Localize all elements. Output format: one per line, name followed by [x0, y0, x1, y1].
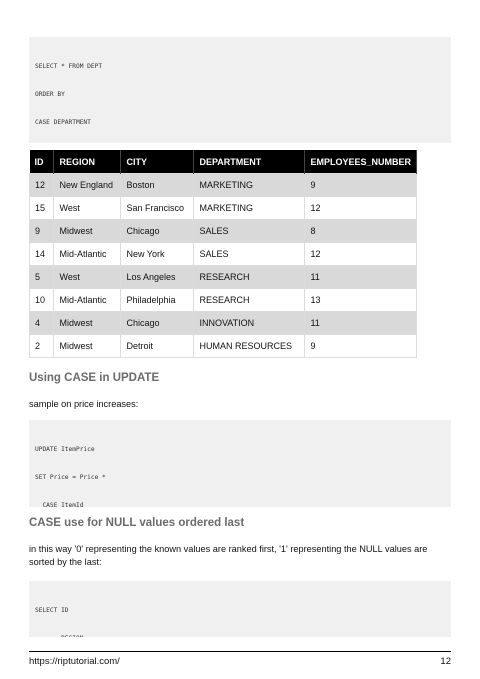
cell: MARKETING — [194, 197, 305, 220]
cell: Midwest — [54, 220, 121, 243]
heading-case-in-update: Using CASE in UPDATE — [29, 372, 160, 384]
cell: New York — [121, 243, 194, 266]
cell: HUMAN RESOURCES — [194, 335, 305, 358]
cell: Chicago — [121, 220, 194, 243]
cell: RESEARCH — [194, 289, 305, 312]
table-row — [30, 220, 417, 243]
table-header-row — [30, 150, 417, 174]
paragraph-null-explanation: in this way '0' representing the known values are ranked first, '1' representing the NULL values are sorted by the last: — [29, 544, 428, 567]
footer-divider — [29, 651, 451, 652]
table-row — [30, 266, 417, 289]
table-row — [30, 289, 417, 312]
cell: INNOVATION — [194, 312, 305, 335]
cell: RESEARCH — [194, 266, 305, 289]
cell: 14 — [30, 243, 54, 266]
cell: 4 — [30, 312, 54, 335]
cell: 5 — [30, 266, 54, 289]
header-region: REGION — [54, 150, 121, 174]
cell: 10 — [30, 289, 54, 312]
code-block-select-null — [29, 581, 451, 637]
cell: San Francisco — [121, 197, 194, 220]
code-line: SELECT * FROM DEPT — [35, 62, 103, 70]
cell: 11 — [305, 266, 417, 289]
cell: Philadelphia — [121, 289, 194, 312]
table-row — [30, 335, 417, 358]
results-table — [29, 150, 417, 358]
table-row — [30, 312, 417, 335]
cell: West — [54, 266, 121, 289]
cell: Mid-Atlantic — [54, 289, 121, 312]
code-line: SET Price = Price * — [35, 474, 106, 482]
heading-case-null-last: CASE use for NULL values ordered last — [29, 517, 245, 529]
cell: SALES — [194, 243, 305, 266]
cell: New England — [54, 174, 121, 197]
header-id: ID — [30, 150, 54, 174]
cell: Mid-Atlantic — [54, 243, 121, 266]
code-block-update — [29, 420, 451, 507]
cell: 12 — [305, 197, 417, 220]
header-department: DEPARTMENT — [194, 150, 305, 174]
cell: Los Angeles — [121, 266, 194, 289]
cell: 9 — [305, 174, 417, 197]
code-line: UPDATE ItemPrice — [35, 445, 95, 453]
table-row — [30, 197, 417, 220]
cell: 13 — [305, 289, 417, 312]
cell: 2 — [30, 335, 54, 358]
code-line — [35, 634, 445, 637]
code-line: CASE DEPARTMENT — [35, 119, 91, 127]
cell: 8 — [305, 220, 417, 243]
cell: Boston — [121, 174, 194, 197]
cell: Midwest — [54, 335, 121, 358]
cell: SALES — [194, 220, 305, 243]
header-employees-number: EMPLOYEES_NUMBER — [305, 150, 417, 174]
cell: 15 — [30, 197, 54, 220]
paragraph-price-increases: sample on price increases: — [29, 399, 139, 409]
cell: 9 — [30, 220, 54, 243]
code-line: ORDER BY — [35, 91, 65, 99]
cell: 11 — [305, 312, 417, 335]
cell: Detroit — [121, 335, 194, 358]
page-number: 12 — [440, 656, 451, 667]
table-row — [30, 243, 417, 266]
table-row — [30, 174, 417, 197]
cell: 9 — [305, 335, 417, 358]
footer-url-link[interactable]: https://riptutorial.com/ — [29, 656, 120, 667]
cell: Chicago — [121, 312, 194, 335]
code-line: SELECT ID — [35, 606, 69, 614]
cell: Midwest — [54, 312, 121, 335]
cell: MARKETING — [194, 174, 305, 197]
code-line: CASE ItemId — [35, 502, 84, 507]
code-block-order-by — [29, 37, 451, 143]
cell: West — [54, 197, 121, 220]
cell: 12 — [305, 243, 417, 266]
cell: 12 — [30, 174, 54, 197]
header-city: CITY — [121, 150, 194, 174]
